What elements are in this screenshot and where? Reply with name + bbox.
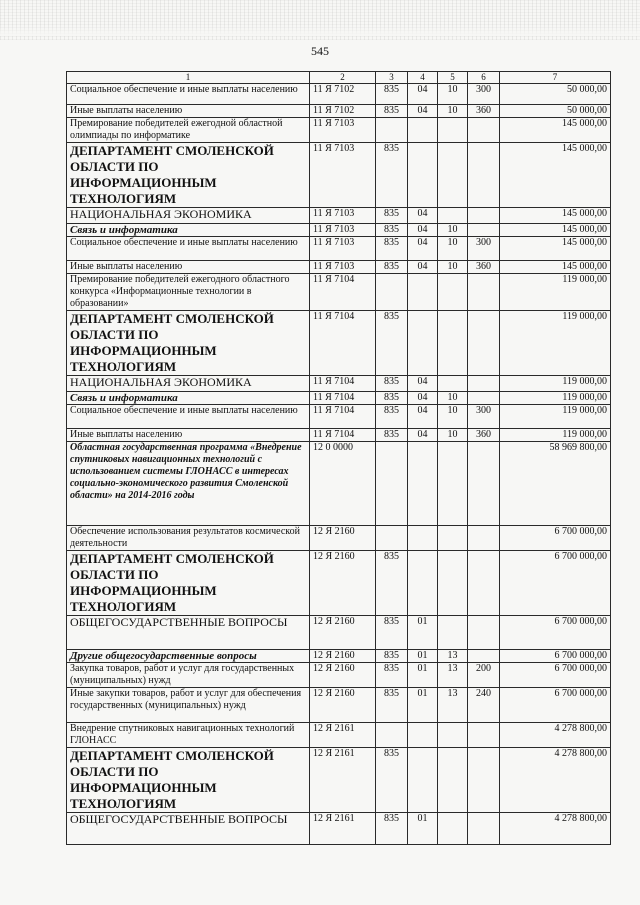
col-header-6: 6 [468,72,500,84]
row-section-code: 04 [408,392,438,405]
table-row [67,261,611,274]
row-code: 12 Я 2160 [310,551,376,616]
row-amount: 50 000,00 [500,105,611,118]
row-amount: 145 000,00 [500,143,611,208]
col-header-1: 1 [67,72,310,84]
row-expense-type: 200 [468,663,500,688]
scan-noise-strip [0,0,640,40]
table-row [67,429,611,442]
row-name: Внедрение спутниковых навигационных технологий ГЛОНАСС [67,723,310,748]
row-admin-code: 835 [376,105,408,118]
row-section-code: 04 [408,405,438,429]
col-header-3: 3 [376,72,408,84]
row-name: Премирование победителей ежегодного областного конкурса «Информационные технологии в образовании» [67,274,310,311]
table-row [67,224,611,237]
row-amount: 119 000,00 [500,405,611,429]
row-name: НАЦИОНАЛЬНАЯ ЭКОНОМИКА [67,376,310,392]
table-body [67,84,611,845]
row-name: Связь и информатика [67,392,310,405]
row-name: ДЕПАРТАМЕНТ СМОЛЕНСКОЙ ОБЛАСТИ ПО ИНФОРМАЦИОННЫМ ТЕХНОЛОГИЯМ [67,143,310,208]
row-amount: 145 000,00 [500,261,611,274]
row-amount: 58 969 800,00 [500,442,611,526]
row-name: Иные выплаты населению [67,105,310,118]
row-expense-type [468,392,500,405]
row-name: Связь и информатика [67,224,310,237]
row-section-code [408,118,438,143]
col-header-7: 7 [500,72,611,84]
table-row [67,551,611,616]
row-name: НАЦИОНАЛЬНАЯ ЭКОНОМИКА [67,208,310,224]
row-name: ОБЩЕГОСУДАРСТВЕННЫЕ ВОПРОСЫ [67,813,310,845]
row-admin-code: 835 [376,663,408,688]
row-code: 12 Я 2161 [310,723,376,748]
table-row [67,688,611,723]
row-code: 12 Я 2160 [310,616,376,650]
row-subsection-code [438,118,468,143]
row-code: 11 Я 7103 [310,261,376,274]
row-section-code: 01 [408,813,438,845]
row-section-code: 04 [408,261,438,274]
row-code: 11 Я 7102 [310,84,376,105]
row-section-code: 04 [408,376,438,392]
row-amount: 50 000,00 [500,84,611,105]
row-amount: 6 700 000,00 [500,616,611,650]
row-section-code [408,274,438,311]
row-code: 12 Я 2161 [310,748,376,813]
row-subsection-code: 10 [438,392,468,405]
row-section-code [408,143,438,208]
row-amount: 145 000,00 [500,237,611,261]
row-expense-type: 300 [468,405,500,429]
table-row [67,526,611,551]
row-name: Областная государственная программа «Внедрение спутниковых навигационных технологий с использованием системы ГЛОНАСС в интересах социально-экономического развития Смоленской области» на 2014-2016 годы [67,442,310,526]
row-subsection-code [438,813,468,845]
row-name: Иные выплаты населению [67,429,310,442]
row-subsection-code [438,208,468,224]
row-admin-code: 835 [376,143,408,208]
row-expense-type: 300 [468,237,500,261]
table-row [67,208,611,224]
row-expense-type [468,224,500,237]
table-row [67,143,611,208]
row-admin-code: 835 [376,237,408,261]
row-subsection-code [438,143,468,208]
row-section-code [408,551,438,616]
row-subsection-code [438,376,468,392]
row-amount: 145 000,00 [500,118,611,143]
row-code: 11 Я 7104 [310,274,376,311]
row-name: ДЕПАРТАМЕНТ СМОЛЕНСКОЙ ОБЛАСТИ ПО ИНФОРМАЦИОННЫМ ТЕХНОЛОГИЯМ [67,551,310,616]
row-amount: 145 000,00 [500,224,611,237]
row-name: ДЕПАРТАМЕНТ СМОЛЕНСКОЙ ОБЛАСТИ ПО ИНФОРМАЦИОННЫМ ТЕХНОЛОГИЯМ [67,311,310,376]
row-amount: 6 700 000,00 [500,663,611,688]
row-code: 12 Я 2160 [310,688,376,723]
table-row [67,105,611,118]
row-name: Социальное обеспечение и иные выплаты населению [67,84,310,105]
row-code: 12 Я 2160 [310,650,376,663]
row-expense-type [468,616,500,650]
row-admin-code: 835 [376,261,408,274]
row-expense-type [468,208,500,224]
row-subsection-code: 10 [438,405,468,429]
row-admin-code: 835 [376,311,408,376]
row-admin-code: 835 [376,429,408,442]
row-name: Закупка товаров, работ и услуг для государственных (муниципальных) нужд [67,663,310,688]
row-subsection-code: 13 [438,688,468,723]
table-row [67,274,611,311]
row-name: ДЕПАРТАМЕНТ СМОЛЕНСКОЙ ОБЛАСТИ ПО ИНФОРМАЦИОННЫМ ТЕХНОЛОГИЯМ [67,748,310,813]
row-amount: 4 278 800,00 [500,813,611,845]
row-name: Социальное обеспечение и иные выплаты населению [67,405,310,429]
table-row [67,405,611,429]
row-admin-code: 835 [376,405,408,429]
table-row [67,748,611,813]
row-expense-type: 360 [468,261,500,274]
row-admin-code: 835 [376,616,408,650]
row-expense-type [468,650,500,663]
row-section-code: 04 [408,84,438,105]
row-admin-code: 835 [376,376,408,392]
row-admin-code: 835 [376,224,408,237]
row-admin-code [376,723,408,748]
table-row [67,813,611,845]
row-code: 12 0 0000 [310,442,376,526]
row-expense-type [468,311,500,376]
row-subsection-code: 13 [438,663,468,688]
row-expense-type: 360 [468,105,500,118]
row-subsection-code: 10 [438,237,468,261]
row-section-code: 04 [408,105,438,118]
table-row [67,723,611,748]
row-admin-code [376,526,408,551]
table-row [67,663,611,688]
row-section-code: 04 [408,208,438,224]
row-code: 11 Я 7103 [310,237,376,261]
row-amount: 119 000,00 [500,376,611,392]
row-amount: 119 000,00 [500,311,611,376]
row-name: ОБЩЕГОСУДАРСТВЕННЫЕ ВОПРОСЫ [67,616,310,650]
row-expense-type [468,551,500,616]
col-header-5: 5 [438,72,468,84]
row-name: Иные закупки товаров, работ и услуг для обеспечения государственных (муниципальных) нужд [67,688,310,723]
row-subsection-code: 10 [438,84,468,105]
row-amount: 145 000,00 [500,208,611,224]
row-expense-type [468,748,500,813]
row-code: 11 Я 7104 [310,429,376,442]
row-section-code: 04 [408,224,438,237]
row-code: 11 Я 7102 [310,105,376,118]
row-expense-type: 300 [468,84,500,105]
row-subsection-code [438,526,468,551]
row-code: 11 Я 7103 [310,118,376,143]
table-row [67,237,611,261]
row-section-code [408,526,438,551]
row-code: 11 Я 7104 [310,311,376,376]
row-expense-type [468,118,500,143]
row-amount: 119 000,00 [500,429,611,442]
row-expense-type [468,442,500,526]
row-admin-code: 835 [376,688,408,723]
row-subsection-code [438,274,468,311]
table-row [67,616,611,650]
row-name: Другие общегосударственные вопросы [67,650,310,663]
row-name: Социальное обеспечение и иные выплаты населению [67,237,310,261]
row-admin-code: 835 [376,551,408,616]
row-expense-type: 240 [468,688,500,723]
row-subsection-code [438,442,468,526]
row-code: 11 Я 7104 [310,405,376,429]
col-header-2: 2 [310,72,376,84]
row-subsection-code: 10 [438,224,468,237]
row-subsection-code: 10 [438,105,468,118]
row-amount: 119 000,00 [500,274,611,311]
row-expense-type [468,526,500,551]
row-section-code [408,442,438,526]
row-subsection-code [438,616,468,650]
row-amount: 119 000,00 [500,392,611,405]
row-name: Премирование победителей ежегодной областной олимпиады по информатике [67,118,310,143]
row-admin-code: 835 [376,208,408,224]
row-expense-type [468,376,500,392]
row-section-code: 01 [408,663,438,688]
table-row [67,311,611,376]
row-subsection-code [438,723,468,748]
table-row [67,376,611,392]
row-expense-type [468,143,500,208]
row-section-code: 01 [408,616,438,650]
row-subsection-code: 10 [438,429,468,442]
row-subsection-code: 10 [438,261,468,274]
row-section-code [408,723,438,748]
row-subsection-code [438,748,468,813]
page-number: 545 [311,44,329,58]
row-amount: 6 700 000,00 [500,526,611,551]
row-subsection-code: 13 [438,650,468,663]
row-subsection-code [438,311,468,376]
row-expense-type [468,723,500,748]
row-code: 11 Я 7103 [310,143,376,208]
table-row [67,84,611,105]
row-expense-type [468,274,500,311]
table-row [67,118,611,143]
row-name: Обеспечение использования результатов космической деятельности [67,526,310,551]
row-amount: 6 700 000,00 [500,551,611,616]
row-expense-type [468,813,500,845]
row-admin-code: 835 [376,84,408,105]
col-header-4: 4 [408,72,438,84]
row-code: 11 Я 7103 [310,224,376,237]
row-amount: 6 700 000,00 [500,688,611,723]
row-section-code: 01 [408,688,438,723]
row-section-code: 04 [408,429,438,442]
row-admin-code [376,442,408,526]
row-code: 11 Я 7104 [310,376,376,392]
row-code: 11 Я 7104 [310,392,376,405]
row-code: 11 Я 7103 [310,208,376,224]
row-admin-code: 835 [376,392,408,405]
budget-table [66,71,611,845]
row-admin-code: 835 [376,813,408,845]
row-code: 12 Я 2161 [310,813,376,845]
row-amount: 4 278 800,00 [500,748,611,813]
row-admin-code [376,118,408,143]
table-row [67,392,611,405]
header-row [67,72,611,84]
row-admin-code: 835 [376,650,408,663]
row-name: Иные выплаты населению [67,261,310,274]
row-code: 12 Я 2160 [310,663,376,688]
row-amount: 6 700 000,00 [500,650,611,663]
row-admin-code: 835 [376,748,408,813]
table-row [67,650,611,663]
row-code: 12 Я 2160 [310,526,376,551]
row-section-code: 01 [408,650,438,663]
row-expense-type: 360 [468,429,500,442]
row-section-code [408,748,438,813]
row-section-code [408,311,438,376]
row-amount: 4 278 800,00 [500,723,611,748]
row-admin-code [376,274,408,311]
row-subsection-code [438,551,468,616]
row-section-code: 04 [408,237,438,261]
table-row [67,442,611,526]
